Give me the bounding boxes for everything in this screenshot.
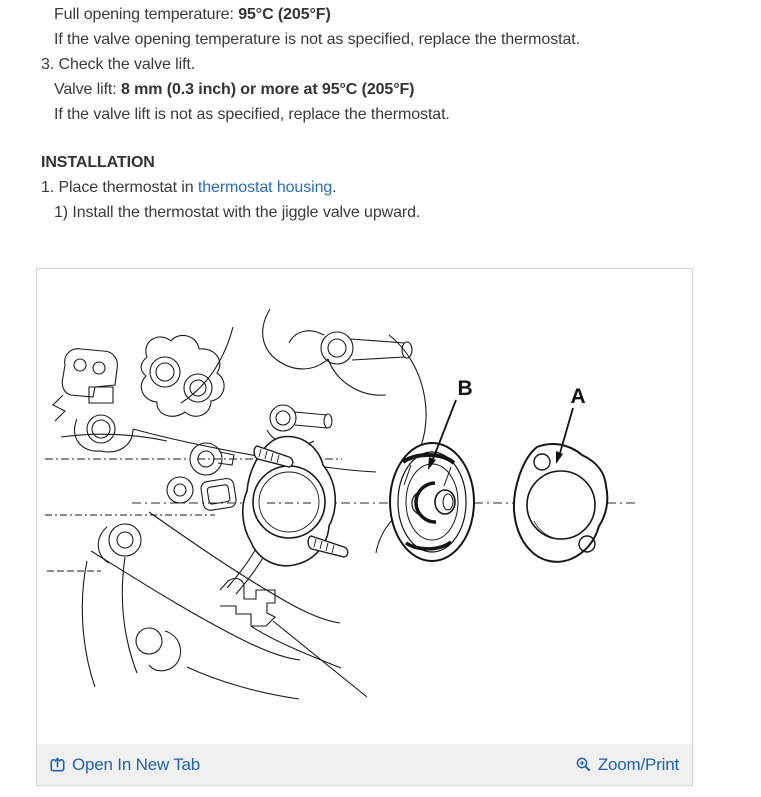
- engine-block-art: [45, 309, 426, 699]
- note-valve-lift: If the valve lift is not as specified, replace the thermostat.: [54, 106, 450, 123]
- install-substep-1: 1) Install the thermostat with the jiggle valve upward.: [54, 204, 421, 221]
- open-in-new-tab-label: Open In New Tab: [72, 754, 201, 774]
- spec-label: Full opening temperature:: [54, 6, 239, 23]
- spec-line-opening-temp: [0, 2, 761, 27]
- step-text: 1. Place thermostat in: [41, 179, 198, 196]
- figure-toolbar: [37, 744, 692, 785]
- procedure-text: [0, 2, 761, 225]
- thermostat-housing-link[interactable]: thermostat housing: [197, 179, 333, 196]
- zoom-print-link[interactable]: [576, 755, 679, 775]
- thermostat-housing-art: [243, 437, 348, 566]
- spec-value: 8 mm (0.3 inch) or more at 95°C (205°F): [120, 81, 415, 98]
- label-b: B: [457, 377, 473, 400]
- installation-heading: INSTALLATION: [41, 154, 155, 171]
- step-text-suffix: .: [332, 179, 337, 196]
- thermostat-diagram: [37, 269, 692, 744]
- figure-card: [36, 268, 693, 786]
- spec-label: Valve lift:: [54, 81, 121, 98]
- install-step-1: [0, 175, 761, 200]
- label-a: A: [570, 385, 586, 408]
- spec-line-valve-lift: [0, 77, 761, 102]
- note-opening-temp: If the valve opening temperature is not as specified, replace the thermostat.: [54, 31, 580, 48]
- open-in-new-tab-link[interactable]: [50, 755, 200, 775]
- step-check-valve-lift: 3. Check the valve lift.: [41, 56, 196, 73]
- zoom-print-label: Zoom/Print: [597, 754, 679, 774]
- gasket-art: [514, 444, 607, 562]
- open-in-new-tab-icon: [50, 757, 65, 772]
- zoom-in-icon: [576, 757, 591, 772]
- spec-value: 95°C (205°F): [238, 6, 331, 23]
